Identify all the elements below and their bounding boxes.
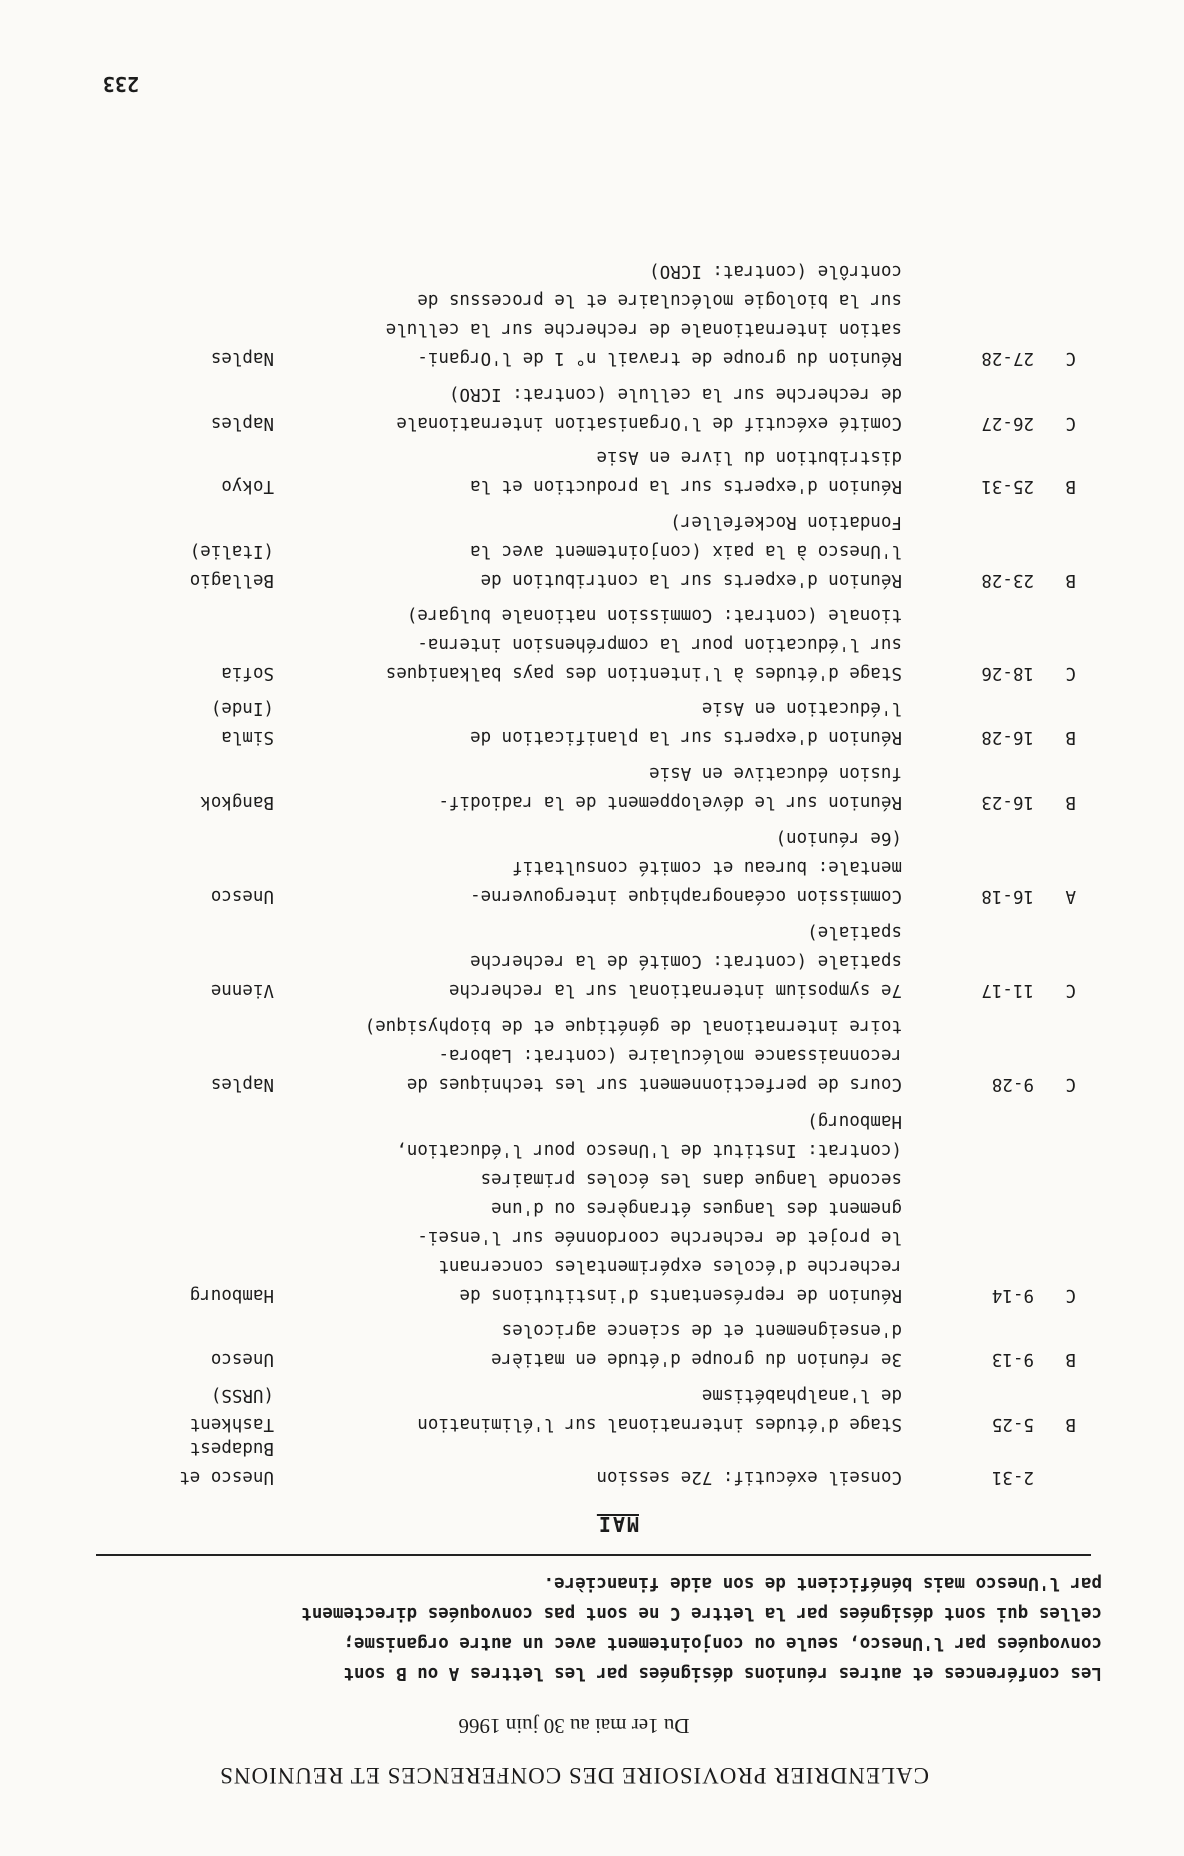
event-location-line: Tashkent <box>189 1414 274 1434</box>
event-description-line: sur la biologie moléculaire et le processus de <box>417 290 902 310</box>
event-description-line: (6e réunion) <box>775 828 902 848</box>
event-category: C <box>1065 348 1076 368</box>
event-description-line: Cours de perfectionnement sur les techniques de <box>406 1074 902 1094</box>
event-description-line: l'Unesco à la paix (conjointement avec la <box>470 541 902 561</box>
event-category: B <box>1065 570 1076 590</box>
event-description-line: contrôle (contrat: ICRO) <box>649 261 902 281</box>
event-description <box>262 917 902 1004</box>
event-description-line: mentale: bureau et comité consultatif <box>512 857 902 877</box>
event-description-line: tionale (contrat: Commission nationale bulgare) <box>406 605 902 625</box>
event-category: C <box>1065 980 1076 1000</box>
event-description-line: (contrat: Institut de l'Unesco pour l'éducation, <box>396 1140 902 1160</box>
event-description-line: reconnaissance moléculaire (contrat: Labora- <box>438 1045 902 1065</box>
event-location-line: Budapest <box>189 1438 274 1458</box>
event-category: C <box>1065 1285 1076 1305</box>
event-description-line: sur l'éducation pour la compréhension interna- <box>417 634 902 654</box>
event-description-line: Commission océanographique intergouverne- <box>470 886 902 906</box>
event-location <box>19 1380 274 1438</box>
event-location-line: Unesco <box>210 886 274 906</box>
event-location <box>19 1280 274 1309</box>
event-description-line: Réunion d'experts sur la production et la <box>470 476 902 496</box>
event-location-line: Bangkok <box>200 792 274 812</box>
month-heading: MAI <box>596 1512 639 1536</box>
event-location <box>19 408 274 437</box>
event-location-line: (Italie) <box>189 541 274 561</box>
event-description-line: Fondation Rockefeller) <box>670 512 902 532</box>
intro-line: par l'Unesco mais bénéficient de son aide financière. <box>543 1573 1102 1593</box>
intro-line: convoquées par l'Unesco, seule ou conjointement avec un autre organisme; <box>343 1633 1102 1653</box>
event-description-line: Réunion d'experts sur la contribution de <box>480 570 902 590</box>
event-dates: 23-28 <box>981 570 1034 590</box>
event-description-line: Stage d'études à l'intention des pays balkaniques <box>385 663 902 683</box>
event-dates: 9-14 <box>991 1285 1034 1305</box>
event-description <box>262 507 902 594</box>
event-dates: 16-28 <box>981 727 1034 747</box>
event-category: B <box>1065 1414 1076 1434</box>
event-description-line: Stage d'études international sur l'élimination <box>417 1414 902 1434</box>
event-description-line: distribution du livre en Asie <box>596 447 902 467</box>
event-description-line: d'enseignement et de science agricoles <box>501 1320 902 1340</box>
event-location-line: Sofia <box>221 663 274 683</box>
event-description-line: Réunion sur le développement de la radiodif- <box>438 792 902 812</box>
event-dates: 11-17 <box>981 980 1034 1000</box>
event-location-line: Unesco <box>210 1349 274 1369</box>
event-description <box>262 1462 902 1491</box>
event-category: B <box>1065 1349 1076 1369</box>
page-title: CALENDRIER PROVISOIRE DES CONFERENCES ET REUNIONS <box>219 1763 929 1788</box>
event-dates: 18-26 <box>981 663 1034 683</box>
event-location-line: (URSS) <box>210 1385 274 1405</box>
event-description <box>262 693 902 751</box>
event-category: B <box>1065 727 1076 747</box>
event-description <box>262 256 902 372</box>
event-description <box>262 1380 902 1438</box>
event-description-line: recherche d'écoles expérimentales concernant <box>438 1256 902 1276</box>
event-description-line: seconde langue dans les écoles primaires <box>480 1169 902 1189</box>
event-category: C <box>1065 1074 1076 1094</box>
event-description-line: sation internationale de recherche sur la cellule <box>385 319 902 339</box>
event-description <box>262 1106 902 1309</box>
event-dates: 27-28 <box>981 348 1034 368</box>
event-category: A <box>1065 886 1076 906</box>
event-location <box>19 1433 274 1491</box>
event-location-line: Tokyo <box>221 476 274 496</box>
event-dates: 16-18 <box>981 886 1034 906</box>
event-description <box>262 758 902 816</box>
event-category: C <box>1065 413 1076 433</box>
event-location <box>19 787 274 816</box>
intro-line: celles qui sont désignées par la lettre C ne sont pas convoquées directement <box>301 1603 1102 1623</box>
event-description-line: l'éducation en Asie <box>701 698 902 718</box>
event-description-line: Réunion du groupe de travail n° 1 de l'Organi- <box>417 348 902 368</box>
event-description-line: 7e symposium international sur la recherche <box>448 980 902 1000</box>
event-location-line: Naples <box>210 1074 274 1094</box>
event-location <box>19 693 274 751</box>
event-dates: 5-25 <box>991 1414 1034 1434</box>
event-location <box>19 471 274 500</box>
date-range-subtitle: Du 1er mai au 30 juin 1966 <box>458 1714 690 1738</box>
event-location <box>19 1069 274 1098</box>
divider-rule <box>96 1554 1091 1556</box>
event-description-line: le projet de recherche coordonnée sur l'ensei- <box>417 1227 902 1247</box>
event-location <box>19 975 274 1004</box>
event-location-line: (Inde) <box>210 698 274 718</box>
event-location-line: Naples <box>210 348 274 368</box>
event-description-line: Réunion de représentants d'institutions de <box>459 1285 902 1305</box>
event-dates: 25-31 <box>981 476 1034 496</box>
event-description-line: 3e réunion du groupe d'étude en matière <box>491 1349 902 1369</box>
event-description-line: Réunion d'experts sur la planification de <box>470 727 902 747</box>
event-description <box>262 379 902 437</box>
event-description <box>262 600 902 687</box>
event-dates: 16-23 <box>981 792 1034 812</box>
event-category: C <box>1065 663 1076 683</box>
event-location-line: Hambourg <box>189 1285 274 1305</box>
event-description <box>262 442 902 500</box>
event-description <box>262 1011 902 1098</box>
event-description-line: Comité exécutif de l'Organisation internationale <box>396 413 902 433</box>
event-category: B <box>1065 476 1076 496</box>
event-location-line: Simla <box>221 727 274 747</box>
event-description-line: spatiale) <box>807 922 902 942</box>
event-dates: 26-27 <box>981 413 1034 433</box>
event-description-line: gnement des langues étrangères ou d'une <box>491 1198 902 1218</box>
event-location-line: Vienne <box>210 980 274 1000</box>
event-dates: 9-28 <box>991 1074 1034 1094</box>
event-category: B <box>1065 792 1076 812</box>
event-description-line: fusion éducative en Asie <box>649 763 902 783</box>
event-description-line: spatiale (contrat: Comité de la recherche <box>470 951 902 971</box>
intro-line: Les conférences et autres réunions désignées par les lettres A ou B sont <box>343 1663 1102 1683</box>
event-location <box>19 536 274 594</box>
event-description-line: de recherche sur la cellule (contrat: ICRO) <box>448 384 902 404</box>
page-number: 233 <box>102 72 139 96</box>
event-dates: 2-31 <box>991 1467 1034 1487</box>
event-description-line: de l'analphabétisme <box>701 1385 902 1405</box>
event-dates: 9-13 <box>991 1349 1034 1369</box>
event-description-line: Conseil exécutif: 72e session <box>596 1467 902 1487</box>
event-location-line: Bellagio <box>189 570 274 590</box>
event-location <box>19 1344 274 1373</box>
event-location <box>19 881 274 910</box>
event-location-line: Naples <box>210 413 274 433</box>
event-location-line: Unesco et <box>179 1467 274 1487</box>
event-description-line: Hambourg) <box>807 1111 902 1131</box>
event-description-line: toire international de génétique et de biophysique) <box>364 1016 902 1036</box>
event-description <box>262 823 902 910</box>
event-location <box>19 658 274 687</box>
intro-paragraph <box>102 1568 1102 1688</box>
event-location <box>19 343 274 372</box>
event-description <box>262 1315 902 1373</box>
